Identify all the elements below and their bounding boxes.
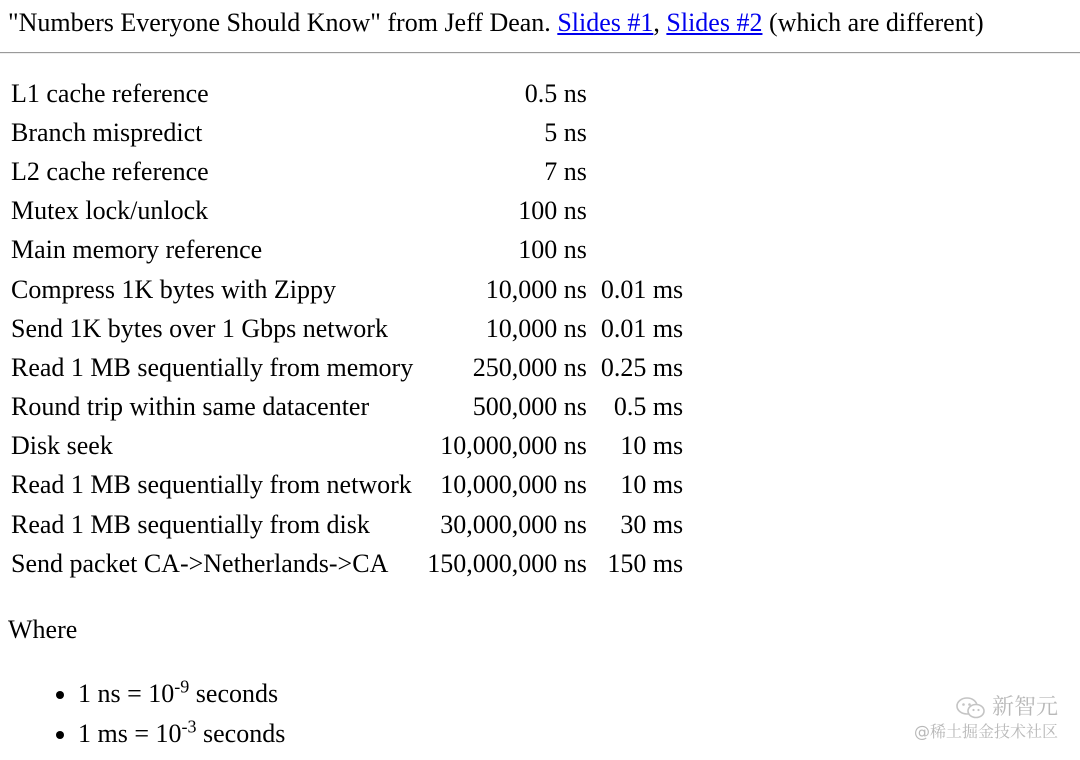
operation-cell: Round trip within same datacenter xyxy=(11,392,370,422)
operation-cell: Send packet CA->Netherlands->CA xyxy=(11,548,389,578)
milliseconds-cell xyxy=(594,192,690,231)
where-label: Where xyxy=(8,615,78,644)
operation-cell: Branch mispredict xyxy=(11,117,203,147)
operation-cell: Mutex lock/unlock xyxy=(11,196,209,226)
nanoseconds-cell: 30,000,000 ns xyxy=(440,509,587,539)
milliseconds-cell: 0.5 ms xyxy=(613,392,684,422)
nanoseconds-cell: 100 ns xyxy=(518,196,587,226)
nanoseconds-cell: 10,000 ns xyxy=(485,313,587,343)
wechat-icon xyxy=(956,696,986,720)
header-separator: , xyxy=(653,8,660,37)
milliseconds-cell: 0.01 ms xyxy=(600,274,684,304)
operation-cell: L1 cache reference xyxy=(11,78,209,108)
table-row xyxy=(4,309,690,348)
watermark xyxy=(914,694,1058,742)
table-row xyxy=(4,348,690,387)
table-row xyxy=(4,388,690,427)
operation-cell: Disk seek xyxy=(11,431,113,461)
milliseconds-cell xyxy=(594,74,690,113)
table-row xyxy=(4,113,690,152)
operation-cell: Read 1 MB sequentially from network xyxy=(11,470,412,500)
operation-cell: Send 1K bytes over 1 Gbps network xyxy=(11,313,388,343)
unit-definition-ms xyxy=(78,714,285,754)
nanoseconds-cell: 7 ns xyxy=(544,156,587,186)
watermark-brand-row xyxy=(914,694,1058,722)
watermark-credit: @稀土掘金技术社区 xyxy=(913,722,1058,741)
milliseconds-cell: 10 ms xyxy=(620,470,684,500)
slides-2-link[interactable]: Slides #2 xyxy=(666,8,763,37)
operation-cell: Main memory reference xyxy=(11,235,263,265)
nanoseconds-cell: 5 ns xyxy=(544,117,587,147)
table-row xyxy=(4,74,690,113)
table-row xyxy=(4,544,690,583)
unit-definition-ns xyxy=(78,674,285,714)
operation-cell: Read 1 MB sequentially from disk xyxy=(11,509,370,539)
table-row xyxy=(4,192,690,231)
nanoseconds-cell: 10,000 ns xyxy=(485,274,587,304)
milliseconds-cell: 150 ms xyxy=(607,548,684,578)
milliseconds-cell xyxy=(594,113,690,152)
milliseconds-cell xyxy=(594,231,690,270)
watermark-brand-text: 新智元 xyxy=(991,695,1058,720)
table-row xyxy=(4,231,690,270)
nanoseconds-cell: 150,000,000 ns xyxy=(427,548,587,578)
unit-definitions-list xyxy=(48,674,285,754)
table-row xyxy=(4,427,690,466)
nanoseconds-cell: 10,000,000 ns xyxy=(440,470,587,500)
milliseconds-cell xyxy=(594,152,690,191)
nanoseconds-cell: 10,000,000 ns xyxy=(440,431,587,461)
nanoseconds-cell: 250,000 ns xyxy=(472,352,587,382)
milliseconds-cell: 10 ms xyxy=(620,431,684,461)
definition-exponent: -9 xyxy=(174,676,190,697)
definition-exponent: -3 xyxy=(181,716,197,737)
page-header xyxy=(8,6,984,40)
milliseconds-cell: 0.25 ms xyxy=(600,352,684,382)
header-suffix: (which are different) xyxy=(768,8,984,37)
header-intro: "Numbers Everyone Should Know" from Jeff Dean. xyxy=(8,8,551,37)
milliseconds-cell: 30 ms xyxy=(620,509,684,539)
horizontal-rule xyxy=(0,52,1080,54)
latency-table xyxy=(4,74,690,583)
nanoseconds-cell: 0.5 ns xyxy=(524,78,587,108)
table-row xyxy=(4,270,690,309)
table-row xyxy=(4,466,690,505)
slides-1-link[interactable]: Slides #1 xyxy=(557,8,654,37)
table-row xyxy=(4,505,690,544)
table-row xyxy=(4,152,690,191)
nanoseconds-cell: 100 ns xyxy=(518,235,587,265)
nanoseconds-cell: 500,000 ns xyxy=(472,392,587,422)
operation-cell: Compress 1K bytes with Zippy xyxy=(11,274,336,304)
operation-cell: L2 cache reference xyxy=(11,156,209,186)
definition-prefix: 1 ns = 10 xyxy=(78,679,175,708)
definition-suffix: seconds xyxy=(195,679,279,708)
latency-table-body xyxy=(4,74,690,583)
milliseconds-cell: 0.01 ms xyxy=(600,313,684,343)
operation-cell: Read 1 MB sequentially from memory xyxy=(11,352,414,382)
definition-suffix: seconds xyxy=(203,719,286,748)
definition-prefix: 1 ms = 10 xyxy=(78,719,182,748)
